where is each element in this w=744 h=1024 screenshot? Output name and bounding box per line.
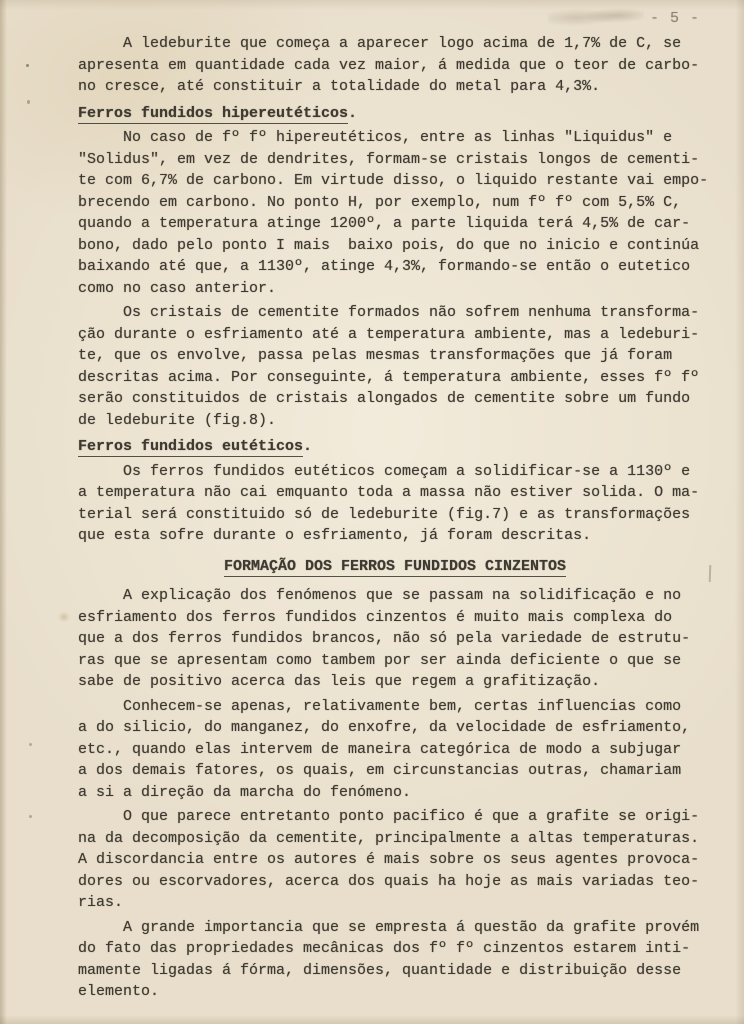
text-block (78, 30, 712, 1003)
faded-stamp-mark (548, 7, 644, 28)
heading-text: FORMAÇÃO DOS FERROS FUNDIDOS CINZENTOS (223, 557, 567, 575)
heading-tail: . (348, 104, 358, 122)
text-line: A explicação dos fenómenos que se passam na solidificação e no (123, 587, 682, 604)
paragraph (78, 30, 712, 98)
paragraph (78, 803, 712, 914)
page-number: - 5 - (649, 10, 700, 27)
text-line: etc., quando elas intervem de maneira categórica de modo a subjugar (78, 740, 682, 758)
text-line: que esta sofre durante o esfriamento, já foram descritas. (78, 527, 592, 544)
text-line: O que parece entretanto ponto pacifico é que a grafite se origi- (123, 808, 700, 825)
text-line: Conhecem-se apenas, relativamente bem, certas influencias como (123, 697, 682, 715)
text-line: mamente ligadas á fórma, dimensões, quantidade e distribuição desse (78, 961, 682, 979)
text-line: te, que os envolve, passa pelas mesmas transformações que já foram (78, 347, 673, 364)
text-line: como no caso anterior. (78, 279, 277, 297)
section-heading (78, 431, 712, 458)
text-line: dores ou escorvadores, acerca dos quais ha hoje as mais variadas teo- (78, 872, 700, 890)
text-line: apresenta em quantidade cada vez maior, á medida que o teor de carbo- (78, 56, 700, 74)
section-title-centered (78, 547, 712, 583)
text-line: "Solidus", em vez de dendrites, formam-se cristais longos de cementi- (78, 150, 700, 168)
text-line: serão constituidos de cristais alongados de cementite sobre um fundo (78, 390, 691, 407)
text-line: A discordancia entre os autores é mais sobre os seus agentes provoca- (78, 851, 700, 868)
text-line: esfriamento dos ferros fundidos cinzentos é muito mais complexa do (78, 608, 673, 626)
text-line: do fato das propriedades mecânicas dos fº fº cinzentos estarem inti- (78, 940, 691, 957)
text-line: a do silicio, do manganez, do enxofre, da velocidade de esfriamento, (78, 719, 691, 736)
text-line: brecendo em carbono. No ponto H, por exemplo, num fº fº com 5,5% C, (78, 193, 682, 211)
ink-speck (29, 743, 32, 746)
text-line: descritas acima. Por conseguinte, á temperatura ambiente, esses fº fº (78, 368, 700, 386)
text-line: baixando até que, a 1130º, atinge 4,3%, formando-se então o eutetico (78, 258, 691, 275)
text-line: elemento. (78, 983, 160, 1000)
text-line: na da decomposição da cementite, principalmente a altas temperaturas. (78, 829, 700, 847)
heading-text: Ferros fundidos hipereutéticos (78, 104, 349, 122)
paragraph (78, 458, 712, 547)
text-line: bono, dado pelo ponto I mais baixo pois, do que no inicio e continúa (78, 236, 700, 254)
text-line: A grande importancia que se empresta á questão da grafite provém (123, 918, 700, 936)
text-line: a temperatura não cai emquanto toda a massa não estiver solida. O ma- (78, 484, 700, 501)
ink-speck (26, 64, 29, 67)
text-line: a si a direção da marcha do fenómeno. (78, 783, 412, 801)
paragraph (78, 914, 712, 1003)
paper-stain (56, 610, 72, 624)
paragraph (78, 693, 712, 804)
text-line: rias. (78, 894, 124, 911)
text-line: no cresce, até constituir a totalidade do metal para 4,3%. (78, 78, 601, 95)
heading-text: Ferros fundidos eutéticos (78, 438, 304, 455)
text-line: te com 6,7% de carbono. Em virtude disso, o liquido restante vai empo- (78, 172, 709, 189)
paragraph (78, 299, 712, 431)
text-line: Os ferros fundidos eutéticos começam a solidificar-se a 1130º e (123, 462, 691, 480)
ink-speck (29, 815, 32, 818)
text-line: terial será constituido só de ledeburite (fig.7) e as transformações (78, 505, 691, 523)
text-line: quando a temperatura atinge 1200º, a parte liquida terá 4,5% de car- (78, 215, 691, 232)
ink-speck (27, 100, 30, 104)
paragraph (78, 124, 712, 299)
paragraph (78, 582, 712, 693)
text-line: que a dos ferros fundidos brancos, não só pela variedade de estrutu- (78, 630, 691, 647)
text-line: A ledeburite que começa a aparecer logo acima de 1,7% de C, se (123, 35, 682, 52)
text-line: Os cristais de cementite formados não sofrem nenhuma transforma- (123, 304, 700, 321)
text-line: ras que se apresentam como tambem por ser ainda deficiente o que se (78, 651, 682, 669)
text-line: ção durante o esfriamento até a temperatura ambiente, mas a ledeburi- (78, 325, 700, 343)
heading-tail: . (303, 438, 313, 455)
text-line: No caso de fº fº hipereutéticos, entre as linhas "Liquidus" e (123, 129, 673, 146)
text-line: sabe de positivo acerca das leis que regem a grafitização. (78, 673, 601, 690)
section-heading (78, 98, 712, 125)
text-line: a dos demais fatores, os quais, em circunstancias outras, chamariam (78, 762, 682, 779)
text-line: de ledeburite (fig.8). (78, 411, 277, 429)
